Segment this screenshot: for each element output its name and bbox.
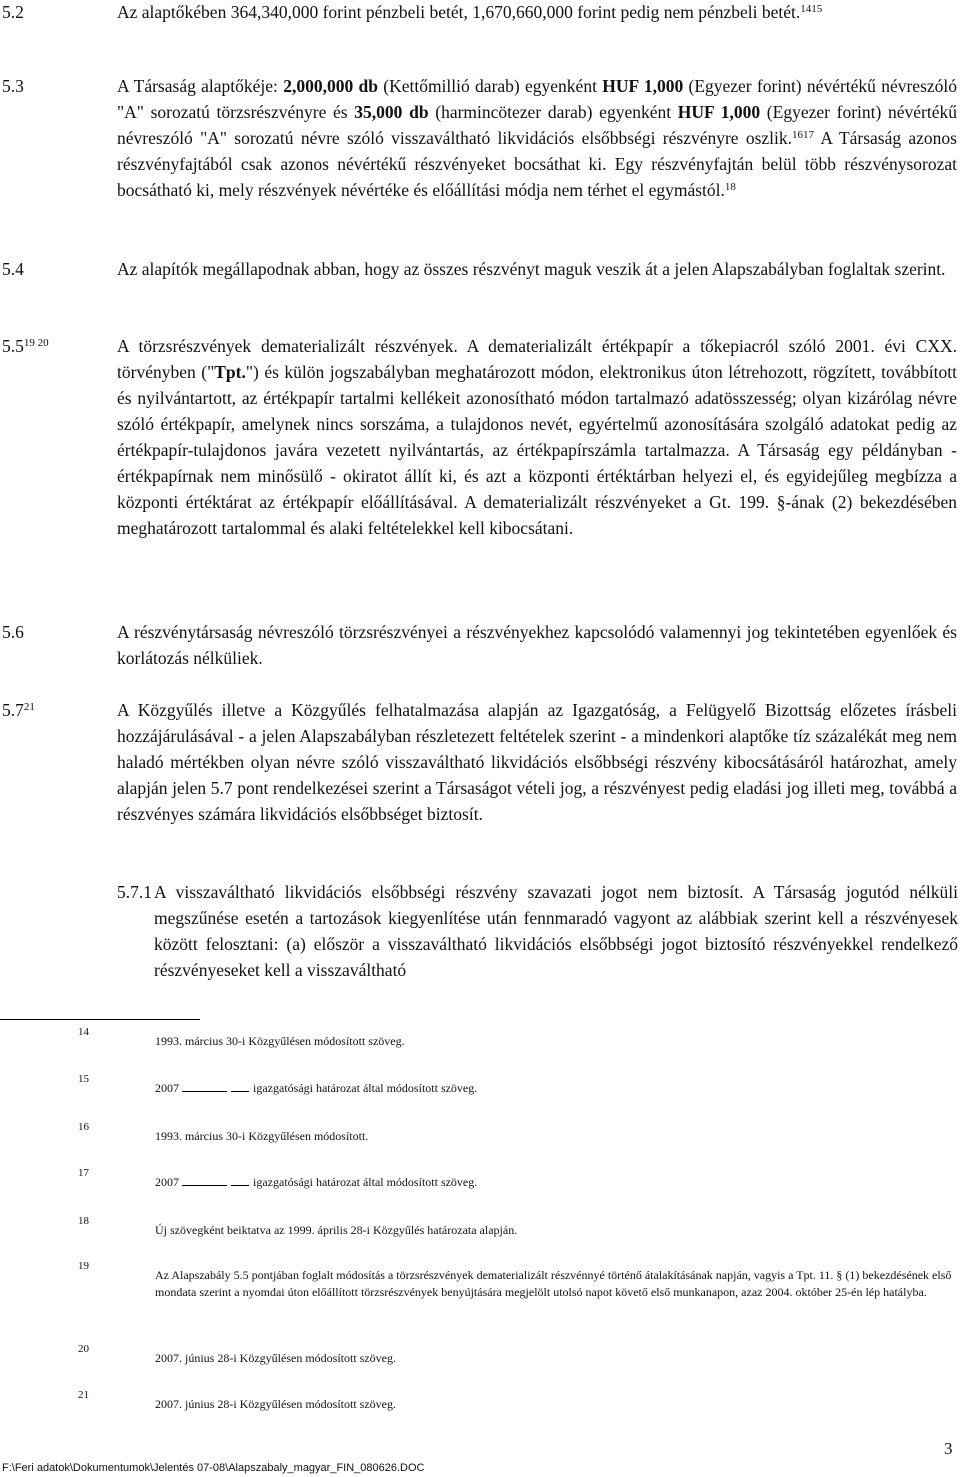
blank-line — [231, 1174, 249, 1186]
section-number — [2, 698, 35, 722]
footnote-year: 2007 — [155, 1081, 179, 1095]
text-run: (Kettőmillió darab) egyenként — [377, 76, 603, 96]
footnote-text: 2007. június 28-i Közgyűlésen módosított szöveg. — [155, 1397, 396, 1411]
footnote-ref[interactable]: 19 20 — [23, 337, 49, 349]
footnote-text: Az Alapszabály 5.5 pontjában foglalt módosítás a törzsrészvények dematerializált részvénnyé történő átalakításának napján, vagyis a Tpt. 11. § (1) bekezdésének első mondata szerint a nyomdai úton előállított törzsrészvények benyújtására megjelölt utolsó napot követő első munkanapon, azaz 2004. október 25-én lép hatályba. — [155, 1268, 952, 1299]
text-run: (harmincötezer darab) egyenként — [428, 102, 678, 122]
footnote-number: 17 — [78, 1167, 89, 1179]
blank-line — [231, 1080, 249, 1092]
page-number: 3 — [944, 1439, 953, 1458]
footnote-number: 14 — [78, 1026, 89, 1038]
section-body: Az alaptőkében 364,340,000 forint pénzbeli betét, 1,670,660,000 forint pedig nem pénzbeli betét. — [117, 2, 801, 22]
text-run: A törzsrészvények dematerializált részvények. A dematerializált értékpapír a tőkepiacról szóló 2001. évi CXX. törvényben (" — [117, 336, 957, 382]
text-run: ") és külön jogszabályban meghatározott módon, elektronikus úton létrehozott, rögzített, továbbított és nyilvántartott, az értékpapír tartalmi kellékeit azonosítható módon tartalmazó adatösszesség; olyan kizárólag névre szóló értékpapír, amelynek nincs sorszáma, a tulajdonos nevét, egyértelmű azonosítására szolgáló adatokat pedig az értékpapír-tulajdonos javára vezetett nyilvántartás, az értékpapírszámla tartalmazza. A Társaság egy példányban - értékpapírnak nem minősülő - okiratot állít ki, és azt a központi értéktárban helyezi el, és egyidejűleg megbízza a központi értéktárat az értékpapír előállításával. A dematerializált részvényeket a Gt. 199. §-ának (2) bekezdésében meghatározott tartalommal és alaki feltételekkel kell kibocsátani. — [117, 362, 957, 538]
footnote-text: 1993. március 30-i Közgyűlésen módosított szöveg. — [155, 1034, 405, 1048]
section-number-text: 5.5 — [2, 336, 24, 356]
section-number: 5.3 — [2, 76, 24, 96]
footnote-ref[interactable]: 21 — [23, 701, 35, 713]
section-text — [117, 73, 957, 203]
footnote-text: 1993. március 30-i Közgyűlésen módosított. — [155, 1129, 369, 1143]
footnote-ref[interactable]: 1617 — [792, 129, 815, 141]
text-run: (Egyezer forint) névértékű névreszóló "A" sorozatú törzsrészvényre és — [117, 76, 958, 122]
footnote-ref[interactable]: 18 — [724, 181, 736, 193]
file-path-footer: F:\Feri adatok\Dokumentumok\Jelentés 07-08\Alapszabaly_magyar_FIN_080626.DOC — [2, 1462, 425, 1474]
footnote-rest: igazgatósági határozat által módosított szöveg. — [253, 1175, 478, 1189]
section-text: A részvénytársaság névreszóló törzsrészvényei a részvényekhez kapcsolódó valamennyi jog tekintetében egyenlőek és korlátozás nélküliek. — [117, 622, 957, 668]
text-run: (Egyezer forint) névértékű névreszóló "A" sorozatú névre szóló visszaváltható likvidációs elsőbbségi részvényre oszlik. — [117, 102, 957, 148]
section-text — [154, 879, 958, 983]
section-number: 5.4 — [2, 259, 24, 279]
footnote-ref[interactable]: 1415 — [800, 3, 823, 15]
footnote-separator — [0, 1019, 200, 1020]
footnote-text — [155, 1174, 960, 1191]
bold-run: 35,000 db — [354, 102, 429, 122]
subsection-number: 5.7.1 — [117, 882, 152, 902]
section-text: Az alapítók megállapodnak abban, hogy az összes részvényt maguk veszik át a jelen Alapszabályban foglaltak szerint. — [117, 259, 946, 279]
bold-run: HUF 1,000 — [677, 102, 761, 122]
section-body: A visszaváltható likvidációs elsőbbségi részvény szavazati jogot nem biztosít. A Társaság jogutód nélküli megszűnése esetén a tartozások kiegyenlítése után fennmaradó vagyont az alábbiak szerint kell a részvényesek között felosztani: (a) először a visszaváltható likvidációs elsőbbségi jogot biztosító részvényekkel rendelkező részvényeseket kell a visszaváltható — [154, 882, 958, 980]
footnote-text — [155, 1080, 960, 1097]
section-number-text: 5.7 — [2, 700, 24, 720]
blank-line — [182, 1080, 227, 1092]
section-number — [2, 334, 49, 358]
footnote-year: 2007 — [155, 1175, 179, 1189]
section-text — [117, 333, 957, 541]
footnote-text: 2007. június 28-i Közgyűlésen módosított szöveg. — [155, 1351, 396, 1365]
section-text: A Közgyűlés illetve a Közgyűlés felhatalmazása alapján az Igazgatóság, a Felügyelő Bizottság előzetes írásbeli hozzájárulásával - a jelen Alapszabályban részletezett feltételek szerint - a mindenkori alaptőke tíz százalékát meg nem haladó mértékben olyan névre szóló visszaváltható likvidációs elsőbbségi részvény kibocsátásáról határozhat, amely alapján jelen 5.7 pont rendelkezései szerint a Társaságot vételi jog, a részvényest pedig eladási jog illeti meg, továbbá a részvényes számára likvidációs elsőbbséget biztosít. — [117, 700, 957, 824]
bold-run: HUF 1,000 — [602, 76, 684, 96]
blank-line — [182, 1174, 227, 1186]
section-number: 5.2 — [2, 2, 24, 22]
footnote-number: 16 — [78, 1121, 89, 1133]
bold-run: Tpt. — [214, 362, 246, 382]
footnote-rest: igazgatósági határozat által módosított szöveg. — [253, 1081, 478, 1095]
footnote-number: 15 — [78, 1073, 89, 1085]
footnote-number: 20 — [78, 1343, 89, 1355]
footnote-text: Új szövegként beiktatva az 1999. április 28-i Közgyűlés határozata alapján. — [155, 1223, 518, 1237]
text-run: A Társaság alaptőkéje: — [117, 76, 284, 96]
section-text — [117, 0, 957, 25]
text-run: A Társaság azonos részvényfajtából csak azonos névértékű részvényeket bocsáthat ki. Egy részvényfajtán belül több részvénysorozat bocsátható ki, mely részvények névértéke és előállítási módja nem térhet el egymástól. — [117, 128, 957, 200]
section-number: 5.6 — [2, 622, 24, 642]
footnote-number: 19 — [78, 1260, 89, 1272]
footnote-number: 21 — [78, 1389, 89, 1401]
footnote-number: 18 — [78, 1215, 89, 1227]
bold-run: 2,000,000 db — [283, 76, 378, 96]
